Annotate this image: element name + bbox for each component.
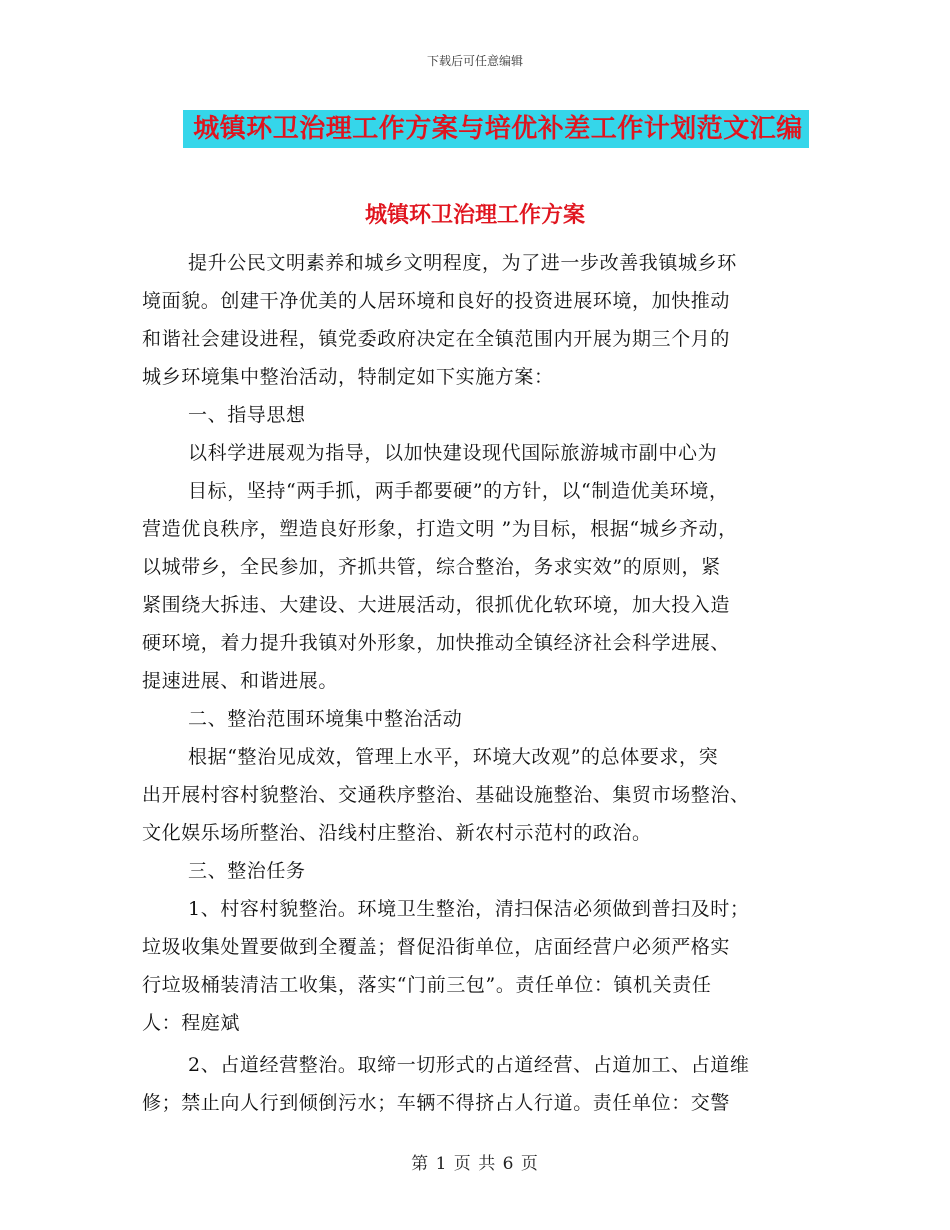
paragraph-line: 行垃圾桶装清洁工收集，落实“门前三包”。责任单位：镇机关责任 <box>142 974 712 996</box>
paragraph-line: 以科学进展观为指导，以加快建设现代国际旅游城市副中心为 <box>188 442 718 464</box>
heading-guiding-ideology: 一、指导思想 <box>188 404 306 426</box>
section-title: 城镇环卫治理工作方案 <box>364 203 585 228</box>
paragraph-line: 城乡环境集中整治活动，特制定如下实施方案： <box>142 366 554 388</box>
document-body <box>142 244 822 1122</box>
paragraph-line: 提升公民文明素养和城乡文明程度，为了进一步改善我镇城乡环 <box>188 252 737 274</box>
paragraph-line: 2、占道经营整治。取缔一切形式的占道经营、占道加工、占道维 <box>188 1054 750 1076</box>
paragraph-line: 目标，坚持“两手抓，两手都要硬”的方针，以“制造优美环境， <box>188 480 729 502</box>
paragraph-line: 紧围绕大拆违、大建设、大进展活动，很抓优化软环境，加大投入造 <box>142 594 731 616</box>
paragraph-line: 境面貌。创建干净优美的人居环境和良好的投资进展环境，加快推动 <box>142 290 731 312</box>
paragraph-line: 根据“整治见成效，管理上水平，环境大改观”的总体要求，突 <box>188 746 719 768</box>
main-title-wrap <box>0 110 950 148</box>
page-header: 下载后可任意编辑 <box>426 54 523 68</box>
paragraph-line: 修；禁止向人行到倾倒污水；车辆不得挤占人行道。责任单位：交警 <box>142 1092 731 1114</box>
main-title: 城镇环卫治理工作方案与培优补差工作计划范文汇编 <box>183 110 809 148</box>
paragraph-line: 提速进展、和谐进展。 <box>142 670 339 692</box>
heading-scope: 二、整治范围环境集中整治活动 <box>188 708 463 730</box>
heading-tasks: 三、整治任务 <box>188 860 306 882</box>
paragraph-line: 文化娱乐场所整治、沿线村庄整治、新农村示范村的政治。 <box>142 822 652 844</box>
paragraph-line: 硬环境，着力提升我镇对外形象，加快推动全镇经济社会科学进展、 <box>142 632 731 654</box>
paragraph-line: 1、村容村貌整治。环境卫生整治，清扫保洁必须做到普扫及时； <box>188 898 750 920</box>
paragraph-line: 出开展村容村貌整治、交通秩序整治、基础设施整治、集贸市场整治、 <box>142 784 750 806</box>
paragraph-line: 垃圾收集处置要做到全覆盖；督促沿街单位，店面经营户必须严格实 <box>142 936 731 958</box>
paragraph-line: 和谐社会建设进程，镇党委政府决定在全镇范围内开展为期三个月的 <box>142 328 731 350</box>
paragraph-line: 人：程庭斌 <box>142 1012 241 1034</box>
page-footer: 第 1 页 共 6 页 <box>411 1154 539 1174</box>
paragraph-line: 以城带乡，全民参加，齐抓共管，综合整治，务求实效”的原则，紧 <box>142 556 721 578</box>
paragraph-line: 营造优良秩序，塑造良好形象，打造文明 ”为目标，根据“城乡齐动， <box>142 518 738 540</box>
